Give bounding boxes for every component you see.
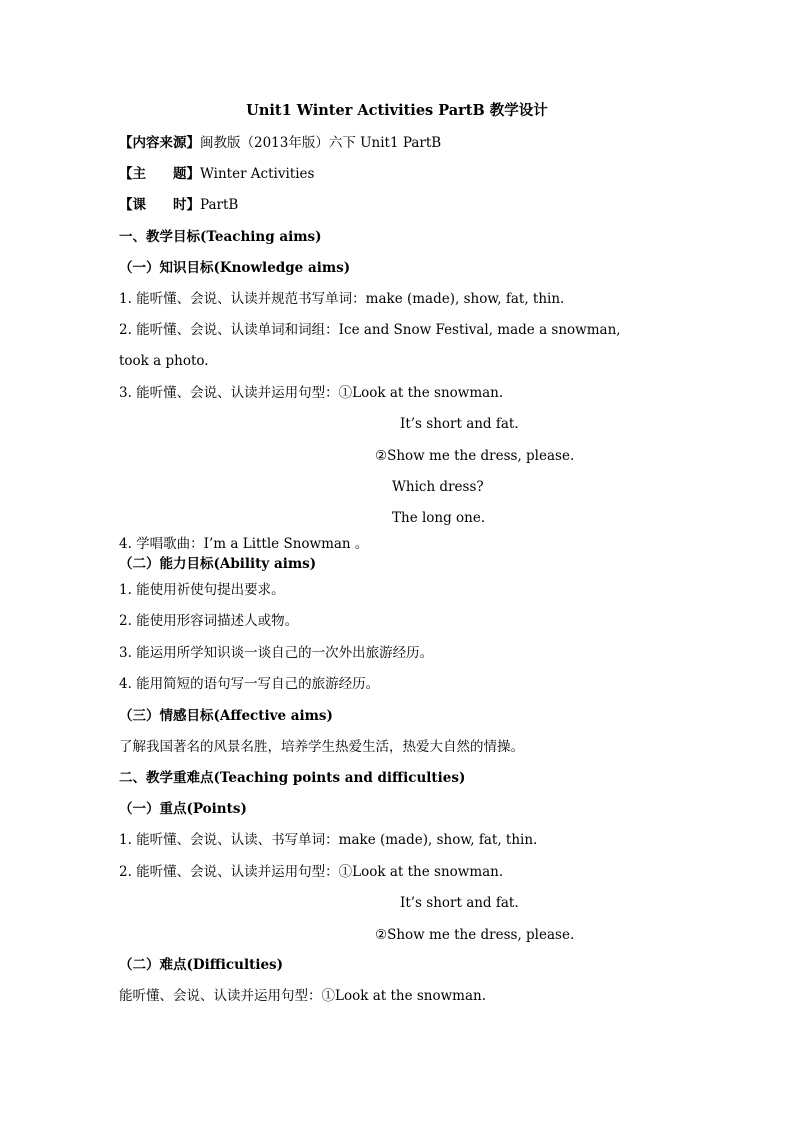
list-item: 3. 能运用所学知识谈一谈自己的一次外出旅游经历。 [119, 645, 434, 661]
meta-source [119, 134, 441, 152]
document-title: Unit1 Winter Activities PartB 教学设计 [246, 102, 548, 119]
meta-topic-key: 【主 题】 [119, 166, 200, 182]
sentence-pattern: The long one. [392, 510, 486, 526]
meta-topic [119, 165, 314, 183]
list-item-continuation: took a photo. [119, 353, 209, 369]
subsection-heading: （三）情感目标(Affective aims) [119, 708, 333, 724]
meta-source-key: 【内容来源】 [119, 135, 200, 151]
subsection-heading: （二）能力目标(Ability aims) [119, 556, 317, 572]
sentence-pattern: It’s short and fat. [400, 416, 519, 432]
section-heading: 一、教学目标(Teaching aims) [119, 229, 322, 245]
sentence-pattern: ②Show me the dress, please. [375, 927, 575, 943]
meta-period-value: PartB [200, 197, 239, 213]
paragraph: 了解我国著名的风景名胜，培养学生热爱生活，热爱大自然的情操。 [119, 739, 524, 755]
list-item: 2. 能使用形容词描述人或物。 [119, 613, 299, 629]
section-heading: 二、教学重难点(Teaching points and difficulties) [119, 770, 466, 786]
list-item: 1. 能使用祈使句提出要求。 [119, 582, 285, 598]
sentence-pattern: ②Show me the dress, please. [375, 448, 575, 464]
sentence-pattern: Which dress? [392, 479, 484, 495]
list-item: 1. 能听懂、会说、认读并规范书写单词：make (made), show, fat, thin. [119, 291, 565, 307]
meta-source-value: 闽教版（2013年版）六下 Unit1 PartB [200, 135, 442, 151]
list-item: 1. 能听懂、会说、认读、书写单词：make (made), show, fat, thin. [119, 832, 538, 848]
subsection-heading: （二）难点(Difficulties) [119, 957, 284, 973]
list-item: 2. 能听懂、会说、认读单词和词组：Ice and Snow Festival, made a snowman, [119, 322, 621, 338]
paragraph: 能听懂、会说、认读并运用句型：①Look at the snowman. [119, 988, 486, 1004]
subsection-heading: （一）知识目标(Knowledge aims) [119, 260, 351, 276]
meta-period [119, 196, 238, 214]
sentence-pattern: It’s short and fat. [400, 895, 519, 911]
list-item: 2. 能听懂、会说、认读并运用句型：①Look at the snowman. [119, 864, 504, 880]
subsection-heading: （一）重点(Points) [119, 801, 247, 817]
meta-topic-value: Winter Activities [200, 166, 315, 182]
list-item: 4. 能用简短的语句写一写自己的旅游经历。 [119, 676, 380, 692]
meta-period-key: 【课 时】 [119, 197, 200, 213]
list-item: 3. 能听懂、会说、认读并运用句型：①Look at the snowman. [119, 385, 504, 401]
list-item: 4. 学唱歌曲：I’m a Little Snowman 。 [119, 536, 369, 552]
